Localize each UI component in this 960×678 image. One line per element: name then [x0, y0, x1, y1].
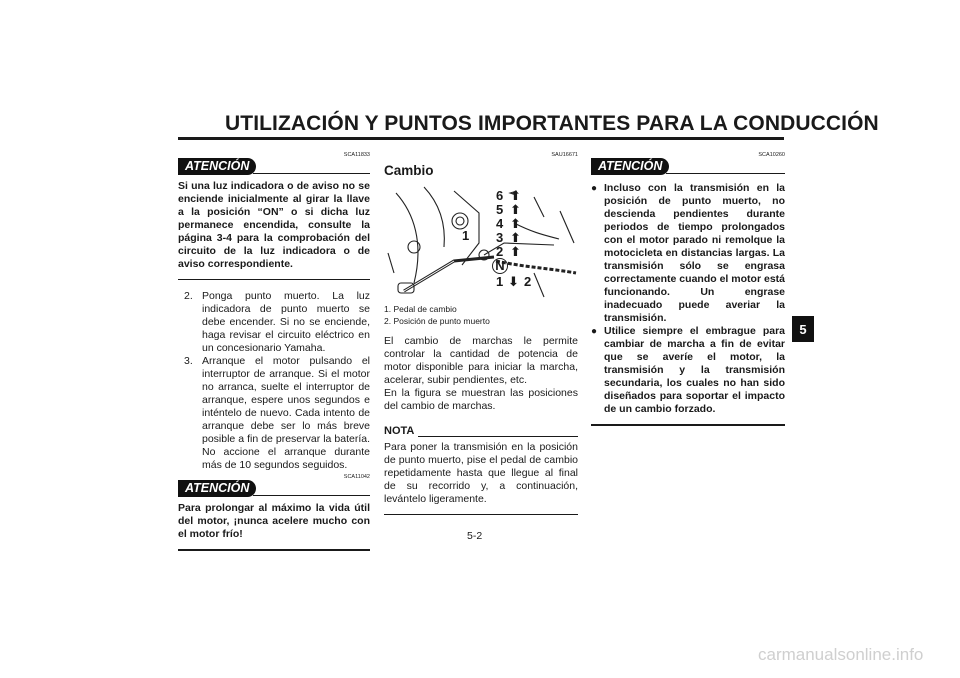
column-right — [591, 152, 785, 426]
attention-badge: ATENCIÓN — [178, 158, 256, 175]
step-text: Arranque el motor pulsando el interruptor de arranque. Si el motor no arranca, suelte el interruptor de arranque, espere unos segundos e inténtelo de nuevo. Cada intento de arranque debe ser lo más breve posible a fin de preservar la batería. No accione el arranque durante más de 10 segundos seguidos. — [202, 355, 370, 471]
gear-shift-figure — [384, 183, 578, 299]
section-code: SCA10260 — [758, 152, 785, 158]
section-code: SCA11042 — [343, 474, 370, 480]
column-middle — [384, 152, 578, 515]
gear-label: 3 — [496, 230, 504, 245]
steps-list — [178, 290, 370, 472]
motorcycle-footpeg-illustration — [384, 183, 578, 299]
page-title: UTILIZACIÓN Y PUNTOS IMPORTANTES PARA LA CONDUCCIÓN — [225, 112, 879, 135]
gear-label: N — [492, 258, 508, 274]
bullet-list — [591, 182, 785, 416]
bullet-text: Incluso con la transmisión en la posición de punto muerto, no descienda pendientes durante periodos de tiempo prolongados con el motor parado ni remolque la motocicleta en distancias largas. La transmisión sólo se engrasa correctamente cuando el motor está funcionando. Un engrase inadecuado puede averiar la transmisión. — [604, 182, 785, 324]
gear-label: 5 — [496, 202, 504, 217]
list-item — [178, 290, 370, 355]
attention-end-rule — [591, 424, 785, 426]
up-arrow-icon: ⬆ — [510, 188, 521, 203]
down-arrow-icon: ⬇ — [508, 274, 519, 289]
chapter-tab: 5 — [792, 316, 814, 342]
list-item — [178, 355, 370, 472]
gear-label: 6 — [496, 188, 504, 203]
attention-rule — [666, 173, 785, 174]
code-row — [384, 152, 578, 160]
up-arrow-icon: ⬆ — [510, 230, 521, 245]
up-arrow-icon: ⬆ — [510, 202, 521, 217]
bullet-icon: ● — [591, 326, 598, 337]
section-code: SAU16671 — [551, 152, 578, 158]
note-header — [384, 423, 578, 439]
column-left — [178, 152, 370, 551]
note-rule — [418, 436, 578, 437]
step-number: 3. — [184, 355, 193, 367]
bullet-text: Utilice siempre el embrague para cambiar de marcha a fin de evitar que se averíe el motor, la transmisión y la transmisión secundaria, los cuales no han sido diseñados para soportar el impacto de un cambio forzado. — [604, 325, 785, 415]
gear-label: 4 — [496, 216, 504, 231]
page-number: 5-2 — [467, 530, 483, 542]
note-label: NOTA — [384, 425, 415, 437]
step-number: 2. — [184, 290, 193, 302]
gear-label: 2 — [496, 244, 504, 259]
bullet-icon: ● — [591, 183, 598, 194]
figure-caption: 2. Posición de punto muerto — [384, 316, 490, 326]
title-rule — [178, 137, 784, 140]
attention-text: Para prolongar al máximo la vida útil del motor, ¡nunca acelere mucho con el motor frío! — [178, 502, 370, 540]
section-heading: Cambio — [384, 163, 434, 178]
watermark: carmanualsonline.info — [758, 645, 924, 664]
attention-end-rule — [178, 549, 370, 551]
note-end-rule — [384, 514, 578, 515]
attention-header — [591, 152, 785, 176]
attention-header — [178, 474, 370, 498]
attention-rule — [253, 495, 370, 496]
gear-label: 1 — [496, 274, 504, 289]
figure-caption: 1. Pedal de cambio — [384, 304, 457, 314]
attention-badge: ATENCIÓN — [178, 480, 256, 497]
note-text: Para poner la transmisión en la posición de punto muerto, pise el pedal de cambio repetidamente hasta que llegue al final de su recorrido y, a continuación, levántelo ligeramente. — [384, 441, 578, 505]
list-item — [591, 325, 785, 416]
step-text: Ponga punto muerto. La luz indicadora de punto muerto se debe encender. Si no se enciende, haga revisar el circuito eléctrico en un concesionario Yamaha. — [202, 290, 370, 354]
up-arrow-icon: ⬆ — [510, 244, 521, 259]
attention-end-rule — [178, 279, 370, 280]
attention-rule — [253, 173, 370, 174]
attention-badge: ATENCIÓN — [591, 158, 669, 175]
section-code: SCA11833 — [343, 152, 370, 158]
list-item — [591, 182, 785, 325]
attention-header — [178, 152, 370, 176]
up-arrow-icon: ⬆ — [510, 216, 521, 231]
callout-label-2: 2 — [524, 274, 532, 289]
body-paragraph: En la figura se muestran las posiciones del cambio de marchas. — [384, 387, 578, 412]
attention-text: Si una luz indicadora o de aviso no se enciende inicialmente al girar la llave a la posición “ON” o si dicha luz permanece encendida, consulte la página 3-4 para la comprobación del circuito de la luz indicadora o de aviso correspondiente. — [178, 180, 370, 270]
body-paragraph: El cambio de marchas le permite controlar la cantidad de potencia de motor disponible para iniciar la marcha, acelerar, subir pendientes, etc. — [384, 335, 578, 386]
callout-label-1: 1 — [462, 228, 470, 243]
